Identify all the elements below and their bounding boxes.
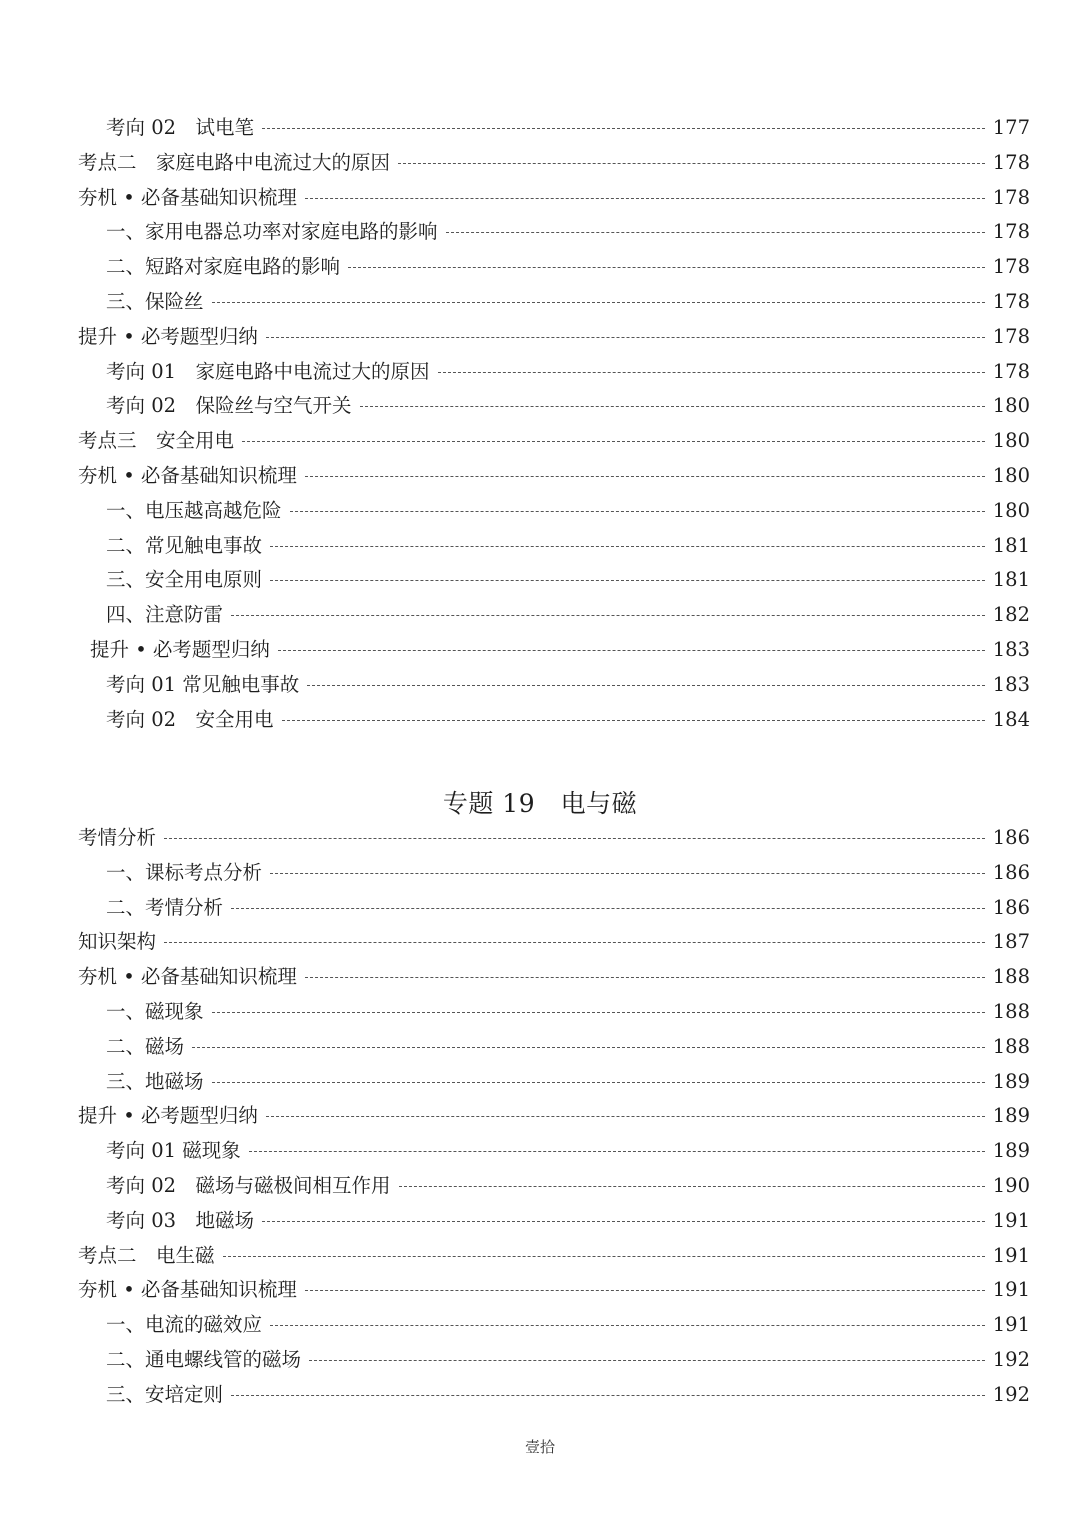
toc-entry-label: 考向 02 保险丝与空气开关 <box>106 394 352 418</box>
toc-entry[interactable] <box>106 1345 1030 1375</box>
toc-entry[interactable] <box>78 927 1030 957</box>
toc-leader-dashes <box>270 546 985 548</box>
toc-entry-label: 二、磁场 <box>106 1034 185 1058</box>
toc-entry-label: 一、家用电器总功率对家庭电路的影响 <box>106 220 438 244</box>
toc-entry-label: 考向 02 安全用电 <box>106 707 274 731</box>
toc-entry-label: 提升 • 必考题型归纳 <box>78 1104 258 1128</box>
toc-leader-dashes <box>231 615 985 617</box>
toc-entry-page-number: 178 <box>992 255 1030 279</box>
toc-entry-page-number: 188 <box>992 1000 1030 1023</box>
toc-entry-page-number: 189 <box>992 1104 1030 1128</box>
toc-leader-dashes <box>212 1082 985 1084</box>
toc-entry-label: 夯机 • 必备基础知识梳理 <box>78 965 297 989</box>
toc-entry-page-number: 190 <box>992 1174 1030 1197</box>
toc-entry-page-number: 181 <box>992 568 1030 592</box>
toc-leader-dashes <box>231 1395 985 1397</box>
toc-leader-dashes <box>262 1221 985 1223</box>
toc-entry-page-number: 181 <box>992 533 1030 557</box>
toc-entry-page-number: 186 <box>992 860 1030 884</box>
toc-entry[interactable] <box>106 113 1030 143</box>
toc-entry[interactable] <box>106 217 1030 247</box>
toc-entry-label: 三、地磁场 <box>106 1069 204 1093</box>
toc-entry[interactable] <box>106 565 1030 595</box>
toc-entry-label: 考向 01 常见触电事故 <box>106 672 300 696</box>
toc-entry-page-number: 178 <box>992 220 1030 244</box>
toc-entry-label: 考向 03 地磁场 <box>106 1208 255 1232</box>
toc-entry[interactable] <box>106 1206 1030 1236</box>
toc-entry[interactable] <box>106 858 1030 888</box>
toc-entry[interactable] <box>78 426 1030 456</box>
toc-entry[interactable] <box>78 183 1030 213</box>
toc-entry-page-number: 186 <box>992 895 1030 919</box>
toc-entry-label: 考点三 安全用电 <box>78 429 235 453</box>
toc-entry-label: 夯机 • 必备基础知识梳理 <box>78 464 297 487</box>
toc-entry[interactable] <box>106 391 1030 421</box>
section-title: 专题 19 电与磁 <box>442 789 638 818</box>
toc-entry-page-number: 191 <box>992 1243 1030 1267</box>
page-footer: 壹拾 <box>524 1438 555 1456</box>
toc-entry-page-number: 178 <box>992 359 1030 383</box>
toc-leader-dashes <box>399 1186 985 1188</box>
toc-entry[interactable] <box>106 997 1030 1027</box>
toc-entry-page-number: 178 <box>992 324 1030 348</box>
toc-leader-dashes <box>212 1012 985 1014</box>
toc-entry-label: 考向 02 磁场与磁极间相互作用 <box>106 1174 391 1197</box>
toc-leader-dashes <box>164 942 985 944</box>
toc-leader-dashes <box>192 1047 985 1049</box>
toc-entry-page-number: 180 <box>992 394 1030 418</box>
toc-entry-page-number: 178 <box>992 185 1030 209</box>
toc-entry[interactable] <box>106 252 1030 282</box>
toc-leader-dashes <box>212 302 985 304</box>
toc-entry-page-number: 187 <box>992 930 1030 954</box>
toc-entry[interactable] <box>78 1241 1030 1271</box>
toc-entry-label: 一、课标考点分析 <box>106 860 263 884</box>
toc-entry-label: 一、电压越高越危险 <box>106 498 282 522</box>
toc-leader-dashes <box>282 720 985 722</box>
toc-entry-page-number: 178 <box>992 150 1030 174</box>
toc-entry-label: 提升 • 必考题型归纳 <box>78 324 258 348</box>
toc-leader-dashes <box>262 128 985 130</box>
toc-leader-dashes <box>360 406 985 408</box>
toc-entry-page-number: 183 <box>992 672 1030 696</box>
toc-entry[interactable] <box>106 1136 1030 1166</box>
toc-entry-page-number: 191 <box>992 1208 1030 1232</box>
toc-entry-label: 考情分析 <box>78 826 157 849</box>
toc-entry[interactable] <box>106 600 1030 630</box>
toc-entry-label: 二、考情分析 <box>106 895 224 919</box>
toc-entry-label: 考点二 电生磁 <box>78 1243 215 1267</box>
toc-entry-label: 考向 02 试电笔 <box>106 116 255 139</box>
toc-entry-page-number: 188 <box>992 1034 1030 1058</box>
toc-entry-label: 考向 01 磁现象 <box>106 1139 241 1163</box>
toc-entry[interactable] <box>106 357 1030 387</box>
toc-entry-label: 知识架构 <box>78 930 157 954</box>
toc-entry[interactable] <box>106 1032 1030 1062</box>
toc-leader-dashes <box>309 1360 985 1362</box>
toc-leader-dashes <box>307 685 985 687</box>
toc-entry-label: 二、常见触电事故 <box>106 533 263 557</box>
toc-entry[interactable] <box>106 287 1030 317</box>
toc-entry-page-number: 189 <box>992 1069 1030 1093</box>
toc-entry-page-number: 184 <box>992 707 1030 731</box>
toc-entry[interactable] <box>106 496 1030 526</box>
toc-entry[interactable] <box>90 635 1030 665</box>
toc-leader-dashes <box>348 267 985 269</box>
toc-entry-label: 夯机 • 必备基础知识梳理 <box>78 185 297 209</box>
toc-entry[interactable] <box>78 148 1030 178</box>
toc-entry-label: 二、通电螺线管的磁场 <box>106 1348 302 1371</box>
toc-entry-label: 三、保险丝 <box>106 290 204 313</box>
toc-entry[interactable] <box>106 670 1030 700</box>
toc-entry[interactable] <box>106 1310 1030 1340</box>
toc-entry-page-number: 180 <box>992 498 1030 522</box>
toc-entry-page-number: 177 <box>992 116 1030 139</box>
toc-entry[interactable] <box>106 1171 1030 1201</box>
toc-leader-dashes <box>223 1256 985 1258</box>
toc-entry-page-number: 183 <box>992 638 1030 661</box>
toc-entry-page-number: 186 <box>992 826 1030 849</box>
toc-leader-dashes <box>446 232 985 234</box>
toc-entry[interactable] <box>106 1380 1030 1410</box>
toc-entry[interactable] <box>78 1101 1030 1131</box>
toc-entry[interactable] <box>106 531 1030 561</box>
toc-entry-page-number: 192 <box>992 1382 1030 1406</box>
toc-entry[interactable] <box>78 823 1030 853</box>
toc-entry-label: 一、电流的磁效应 <box>106 1313 263 1337</box>
toc-leader-dashes <box>398 163 985 165</box>
toc-entry[interactable] <box>78 322 1030 352</box>
toc-leader-dashes <box>266 1116 985 1118</box>
toc-entry-label: 一、磁现象 <box>106 1000 204 1023</box>
toc-leader-dashes <box>231 908 985 910</box>
toc-entry[interactable] <box>106 893 1030 923</box>
toc-leader-dashes <box>305 476 985 478</box>
toc-leader-dashes <box>249 1151 985 1153</box>
toc-leader-dashes <box>438 372 985 374</box>
toc-entry-label: 考点二 家庭电路中电流过大的原因 <box>78 150 391 174</box>
toc-leader-dashes <box>270 1325 985 1327</box>
toc-leader-dashes <box>164 838 985 840</box>
toc-leader-dashes <box>278 650 985 652</box>
toc-leader-dashes <box>270 580 985 582</box>
toc-entry[interactable] <box>106 1067 1030 1097</box>
toc-entry-page-number: 188 <box>992 965 1030 989</box>
toc-entry-label: 三、安全用电原则 <box>106 568 263 592</box>
toc-entry-page-number: 191 <box>992 1313 1030 1337</box>
toc-entry-page-number: 180 <box>992 429 1030 453</box>
toc-leader-dashes <box>290 511 985 513</box>
toc-entry-label: 提升 • 必考题型归纳 <box>90 638 270 661</box>
toc-entry-page-number: 191 <box>992 1278 1030 1302</box>
toc-entry[interactable] <box>78 461 1030 491</box>
toc-entry-label: 三、安培定则 <box>106 1382 224 1406</box>
toc-entry-page-number: 178 <box>992 290 1030 313</box>
toc-leader-dashes <box>305 977 985 979</box>
toc-entry-page-number: 182 <box>992 603 1030 627</box>
toc-entry[interactable] <box>78 1275 1030 1305</box>
toc-leader-dashes <box>305 198 985 200</box>
toc-leader-dashes <box>266 337 985 339</box>
toc-entry[interactable] <box>106 705 1030 735</box>
toc-entry-label: 四、注意防雷 <box>106 603 224 627</box>
toc-leader-dashes <box>305 1290 985 1292</box>
toc-leader-dashes <box>242 441 985 443</box>
toc-entry[interactable] <box>78 962 1030 992</box>
toc-entry-page-number: 192 <box>992 1348 1030 1371</box>
toc-entry-label: 二、短路对家庭电路的影响 <box>106 255 341 279</box>
toc-entry-page-number: 180 <box>992 464 1030 487</box>
toc-entry-label: 考向 01 家庭电路中电流过大的原因 <box>106 359 430 383</box>
toc-entry-page-number: 189 <box>992 1139 1030 1163</box>
toc-leader-dashes <box>270 873 985 875</box>
toc-entry-label: 夯机 • 必备基础知识梳理 <box>78 1278 297 1302</box>
